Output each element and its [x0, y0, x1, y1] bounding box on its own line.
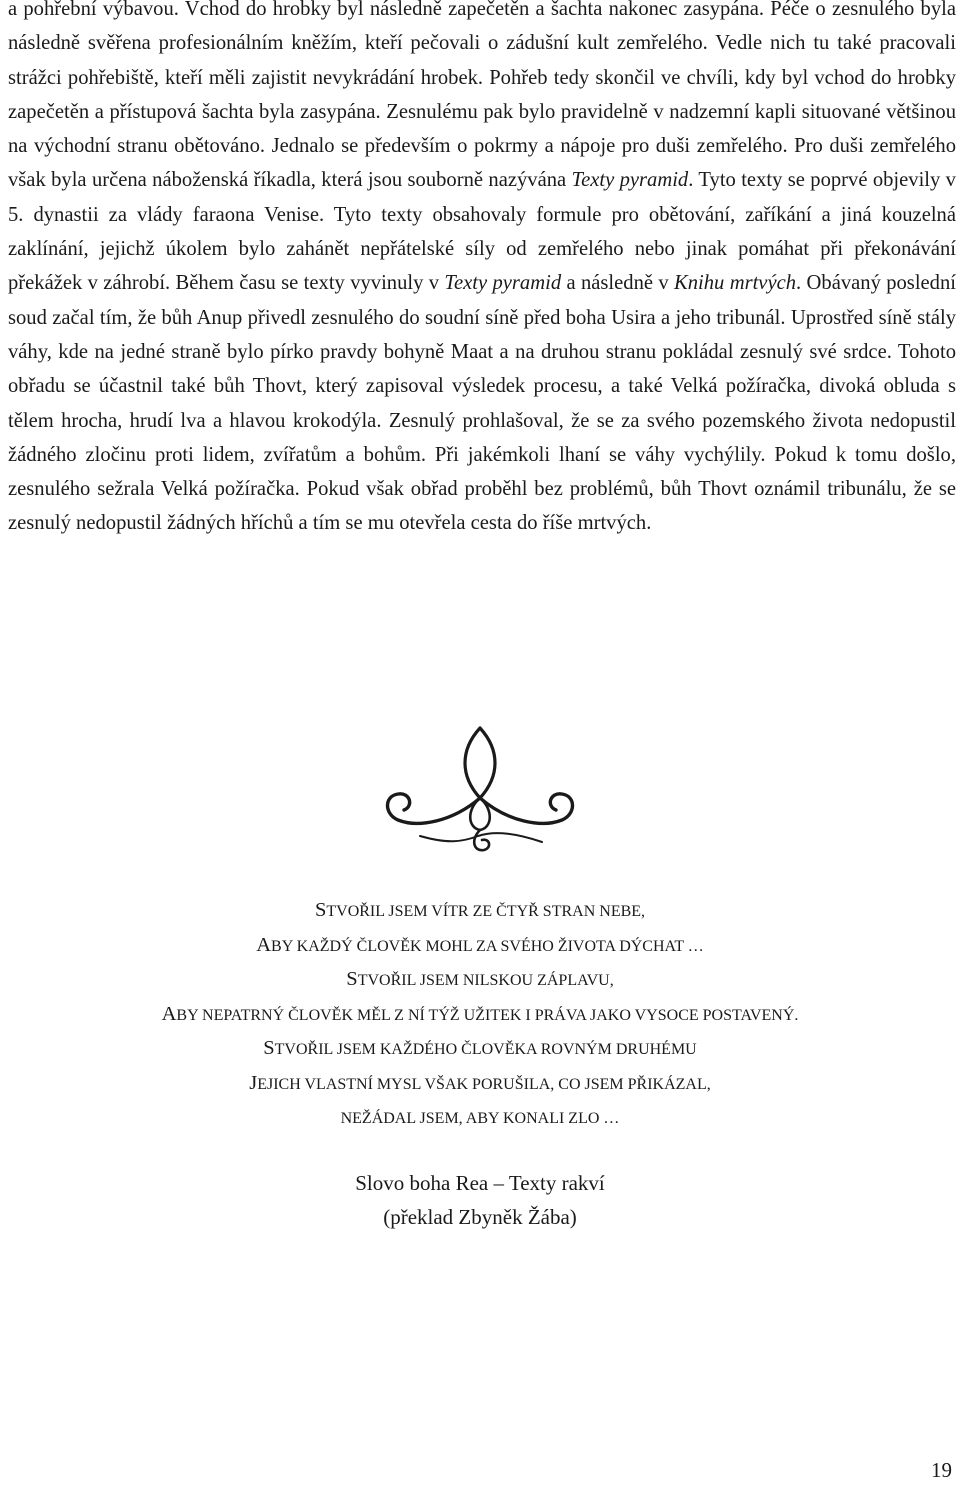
attribution-translator: (překlad Zbyněk Žába) [383, 1205, 577, 1229]
poem-line-3: STVOŘIL JSEM NILSKOU ZÁPLAVU, [346, 968, 614, 990]
body-text-segment-2: . Tyto texty se poprvé objevily v 5. dynastii za vlády faraona Venise. Tyto texty obsahovaly formule pro obětování, zaříkání a jiná kouzelná zaklínání, jejichž úkolem bylo zahánět nepřátelské síly od zemřelého nebo jinak pomáhat při překonávání překážek v záhrobí. Během času se texty vyvinuly v [8, 169, 956, 295]
italic-title-kniha-mrtvych: Knihu mrtvých [674, 272, 797, 295]
page-number: 19 [931, 1458, 952, 1482]
body-text-segment-3: a následně v [561, 272, 674, 295]
italic-title-texty-pyramid: Texty pyramid [571, 169, 689, 192]
body-text-segment-4: . Obávaný poslední soud začal tím, že bůh Anup přivedl zesnulého do soudní síně před boha Usira a jeho tribunál. Uprostřed síně stály váhy, kde na jedné straně bylo pírko pravdy bohyně Maat a na druhou stranu pokládal zesnulý své srdce. Tohoto obřadu se účastnil také bůh Thovt, který zapisoval výsledek procesu, a také Velká požíračka, divoká obluda s tělem hrocha, hrudí lva a hlavou krokodýla. Zesnulý prohlašoval, že se za svého pozemského života nedopustil žádného zločinu proti lidem, zvířatům a bohům. Při jakémkoli lhaní se váhy vychýlily. Pokud k tomu došlo, zesnulého sežrala Velká požíračka. Pokud však obřad proběhl bez problémů, bůh Thovt oznámil tribunálu, že se zesnulý nedopustil žádných hříchů a tím se mu otevřela cesta do říše mrtvých. [8, 272, 956, 535]
poem-line-4: ABY NEPATRNÝ ČLOVĚK MĚL Z NÍ TÝŽ UŽITEK I PRÁVA JAKO VYSOCE POSTAVENÝ. [161, 1002, 799, 1025]
attribution-source: Slovo boha Rea – Texty rakví [355, 1171, 605, 1195]
poem-line-5: STVOŘIL JSEM KAŽDÉHO ČLOVĚKA ROVNÝM DRUHÉMU [263, 1037, 697, 1059]
poem-line-1: STVOŘIL JSEM VÍTR ZE ČTYŘ STRAN NEBE, [314, 899, 646, 921]
italic-title-texty-pyramid-2: Texty pyramid [444, 272, 562, 295]
poem-block [0, 893, 960, 1135]
poem-line-7: NEŽÁDAL JSEM, ABY KONALI ZLO … [340, 1110, 620, 1127]
poem-line-6: JEJICH VLASTNÍ MYSL VŠAK PORUŠILA, CO JSEM PŘIKÁZAL, [249, 1071, 711, 1094]
body-paragraph [8, 0, 956, 541]
body-text-segment-1: a pohřební výbavou. Vchod do hrobky byl následně zapečetěn a šachta nakonec zasypána. Péče o zesnulého byla následně svěřena profesionálním kněžím, kteří pečovali o zádušní kult zemřelého. Vedle nich tu také pracovali strážci pohřebiště, kteří měli zajistit nevykrádání hrobek. Pohřeb tedy skončil ve chvíli, kdy byl vchod do hrobky zapečetěn a přístupová šachta byla zasypána. Zesnulému pak bylo pravidelně v nadzemní kapli situované většinou na východní stranu obětováno. Jednalo se především o pokrmy a nápoje pro duši zemřelého. Pro duši zemřelého však byla určena náboženská říkadla, která jsou souborně nazývána [8, 0, 956, 192]
poem-line-2: ABY KAŽDÝ ČLOVĚK MOHL ZA SVÉHO ŽIVOTA DÝCHAT … [256, 933, 704, 956]
flourish-ornament-icon [378, 724, 582, 856]
poem-attribution [0, 1166, 960, 1234]
